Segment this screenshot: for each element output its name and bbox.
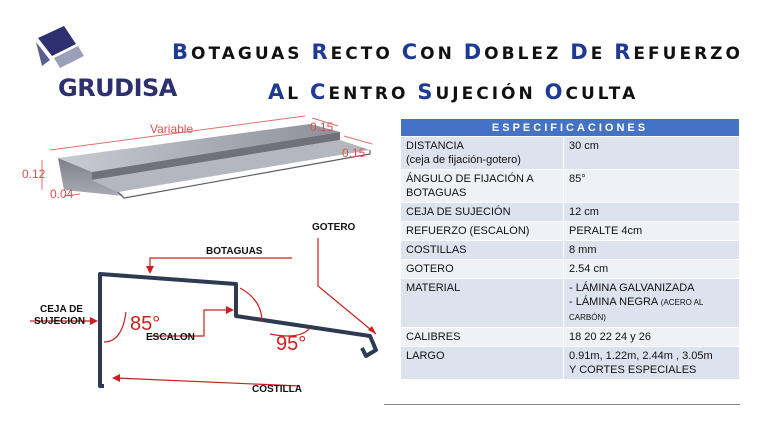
spec-label: COSTILLAS [401, 241, 564, 260]
section-diagram [0, 210, 395, 410]
title-word-rest: UJECIÓN [435, 84, 545, 104]
table-row [401, 328, 740, 347]
spec-label: DISTANCIA [406, 140, 464, 152]
title-word-initial: R [311, 40, 331, 64]
spec-label: CALIBRES [401, 328, 564, 347]
ceja-label-line2: SUJECION [34, 316, 86, 327]
title-word-initial: S [417, 80, 436, 104]
title-word-rest: OTAGUAS [191, 44, 312, 64]
dim-variable-label: Variable [150, 122, 194, 136]
title-word-rest: E [590, 44, 615, 64]
title-word-rest: ENTRO [328, 84, 418, 104]
spec-value: 85° [564, 170, 740, 203]
title-word-initial: C [401, 40, 421, 64]
spec-label: CEJA DE SUJECIÓN [401, 203, 564, 222]
specifications-table [400, 118, 740, 380]
spec-value-note-2: CARBÓN) [569, 313, 606, 322]
spec-label: MATERIAL [401, 279, 564, 328]
dim-004-label: 0.04 [50, 187, 74, 201]
table-row [401, 279, 740, 328]
page-title-line1 [172, 40, 743, 64]
spec-value: 12 cm [564, 203, 740, 222]
spec-value: 0.91m, 1.22m, 2.44m , 3.05m [569, 350, 713, 362]
dim-012-label: 0.12 [22, 167, 46, 181]
gotero-label: GOTERO [312, 222, 356, 233]
title-word-initial: O [544, 80, 566, 104]
title-word-rest: ECTO [330, 44, 402, 64]
title-word-initial: D [463, 40, 485, 64]
title-word-initial: R [614, 40, 634, 64]
title-word-initial: D [570, 40, 591, 64]
company-logo [30, 22, 177, 102]
table-row [401, 241, 740, 260]
escalon-label: ESCALON [146, 332, 195, 343]
title-word-rest: L [287, 84, 311, 104]
title-word-rest: ON [420, 44, 464, 64]
page-title-line2 [268, 80, 768, 104]
spec-value-note: (ACERO AL [660, 298, 704, 307]
spec-label: LARGO [401, 347, 564, 380]
table-row [401, 347, 740, 380]
logo-text: GRUDISA [58, 74, 177, 102]
title-word-initial: C [310, 80, 329, 104]
table-row [401, 222, 740, 241]
spec-label: GOTERO [401, 260, 564, 279]
ceja-label-line1: CEJA DE [40, 304, 83, 315]
table-row [401, 203, 740, 222]
bottom-divider [384, 404, 740, 405]
title-word-initial: B [172, 40, 192, 64]
title-word-rest: EFUERZO [633, 44, 743, 64]
spec-label: REFUERZO (ESCALON) [401, 222, 564, 241]
angle-85-label: 85° [130, 313, 161, 335]
angle-95-label: 95° [276, 333, 307, 355]
botaguas-label: BOTAGUAS [206, 246, 263, 257]
spec-value: 30 cm [564, 137, 740, 170]
spec-label-sub: BOTAGUAS [406, 187, 467, 199]
spec-label-sub: (ceja de fijación-gotero) [406, 154, 521, 166]
spec-value: 8 mm [564, 241, 740, 260]
spec-value-2: - LÁMINA NEGRA [569, 296, 658, 308]
title-word-initial: A [268, 80, 288, 104]
spec-value: 18 20 22 24 y 26 [564, 328, 740, 347]
table-row [401, 260, 740, 279]
specifications-header: ESPECIFICACIONES [401, 119, 740, 137]
dim-015a-label: 0.15 [310, 120, 334, 134]
spec-value-2: Y CORTES ESPECIALES [569, 364, 697, 376]
spec-label: ÁNGULO DE FIJACIÓN A [406, 173, 534, 185]
spec-value: - LÁMINA GALVANIZADA [569, 282, 695, 294]
table-row [401, 137, 740, 170]
spec-value: 2.54 cm [564, 260, 740, 279]
title-word-rest: OBLEZ [484, 44, 571, 64]
product-3d-drawing [20, 110, 390, 210]
table-row [401, 170, 740, 203]
spec-value: PERALTE 4cm [564, 222, 740, 241]
costilla-label: COSTILLA [252, 384, 302, 395]
title-word-rest: CULTA [565, 84, 639, 104]
dim-015b-label: 0.15 [342, 146, 366, 160]
